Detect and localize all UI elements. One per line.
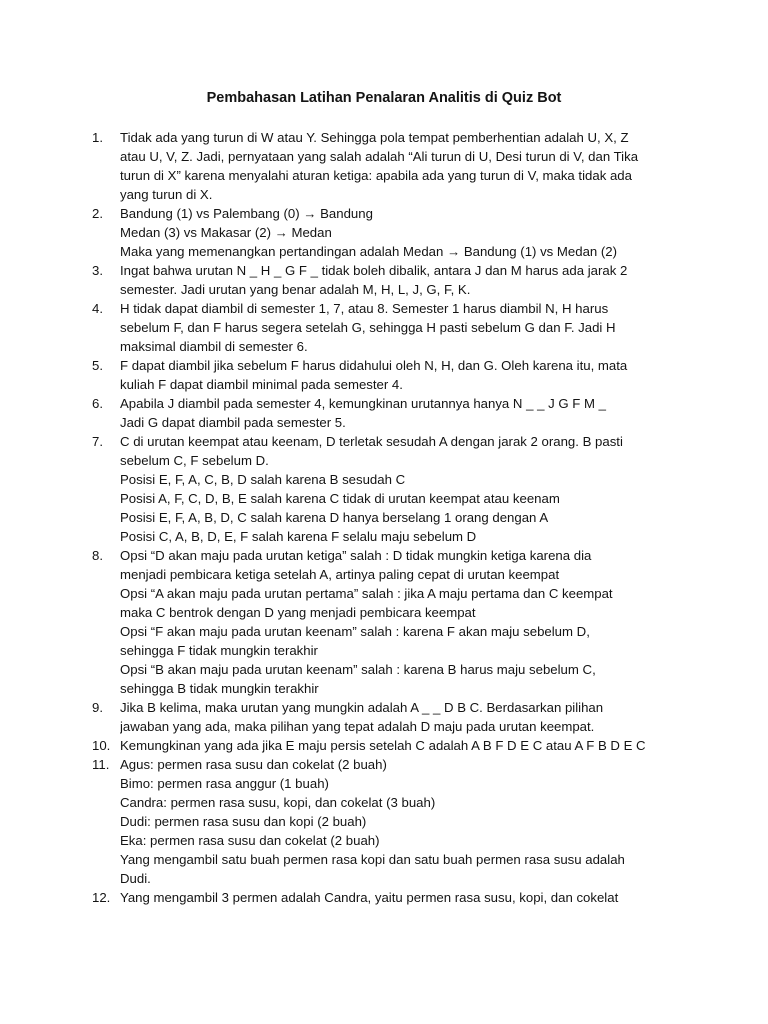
- answer-item-1: [92, 128, 692, 204]
- item-text-line: Bandung (1) vs Palembang (0) → Bandung: [120, 206, 373, 221]
- answer-item-6: [92, 394, 692, 432]
- item-text-line: Posisi A, F, C, D, B, E salah karena C tidak di urutan keempat atau keenam: [120, 491, 560, 506]
- answer-item-8: [92, 546, 692, 698]
- item-number: 8.: [92, 548, 103, 563]
- item-text-line: Jadi G dapat diambil pada semester 5.: [120, 415, 346, 430]
- item-body: [120, 546, 665, 698]
- item-text-line: Medan (3) vs Makasar (2) → Medan: [120, 225, 332, 240]
- item-text-line: Agus: permen rasa susu dan cokelat (2 buah): [120, 757, 387, 772]
- item-text-line: Maka yang memenangkan pertandingan adalah Medan → Bandung (1) vs Medan (2): [120, 244, 618, 259]
- item-text-line: Candra: permen rasa susu, kopi, dan cokelat (3 buah): [120, 795, 436, 810]
- item-number: 5.: [92, 358, 103, 373]
- item-text-line: Dudi: permen rasa susu dan kopi (2 buah): [120, 814, 367, 829]
- item-body: [120, 204, 665, 261]
- item-text-line: Opsi “F akan maju pada urutan keenam” salah : karena F akan maju sebelum D,: [120, 624, 590, 639]
- answer-item-5: [92, 356, 692, 394]
- item-text-line: atau U, V, Z. Jadi, pernyataan yang salah adalah “Ali turun di U, Desi turun di V, dan Tika: [120, 149, 639, 164]
- item-body: [120, 755, 665, 888]
- item-text-line: turun di X” karena menyalahi aturan ketiga: apabila ada yang turun di V, maka tidak ada: [120, 168, 632, 183]
- item-text-line: yang turun di X.: [120, 187, 213, 202]
- item-text-line: Opsi “A akan maju pada urutan pertama” salah : jika A maju pertama dan C keempat: [120, 586, 613, 601]
- answer-item-2: [92, 204, 692, 261]
- item-text-line: Kemungkinan yang ada jika E maju persis setelah C adalah A B F D E C atau A F B D E C: [120, 738, 646, 753]
- item-body: [120, 299, 665, 356]
- item-text-line: Posisi E, F, A, C, B, D salah karena B sesudah C: [120, 472, 406, 487]
- item-body: [120, 698, 665, 736]
- item-text-line: maka C bentrok dengan D yang menjadi pembicara keempat: [120, 605, 476, 620]
- answer-list: [92, 128, 692, 907]
- item-number: 4.: [92, 301, 103, 316]
- item-text-line: Dudi.: [120, 871, 151, 886]
- item-body: [120, 394, 665, 432]
- item-body: [120, 128, 665, 204]
- item-number: 6.: [92, 396, 103, 411]
- item-text-line: menjadi pembicara ketiga setelah A, artinya paling cepat di urutan keempat: [120, 567, 560, 582]
- item-text-line: maksimal diambil di semester 6.: [120, 339, 308, 354]
- item-text-line: Bimo: permen rasa anggur (1 buah): [120, 776, 329, 791]
- item-number: 11.: [92, 757, 110, 772]
- item-text-line: F dapat diambil jika sebelum F harus didahului oleh N, H, dan G. Oleh karena itu, mata: [120, 358, 628, 373]
- item-text-line: Tidak ada yang turun di W atau Y. Sehingga pola tempat pemberhentian adalah U, X, Z: [120, 130, 629, 145]
- item-text-line: sebelum C, F sebelum D.: [120, 453, 269, 468]
- item-body: [120, 261, 665, 299]
- answer-item-7: [92, 432, 692, 546]
- item-text-line: Ingat bahwa urutan N _ H _ G F _ tidak boleh dibalik, antara J dan M harus ada jarak 2: [120, 263, 628, 278]
- item-body: [120, 432, 665, 546]
- item-text-line: sehingga F tidak mungkin terakhir: [120, 643, 318, 658]
- item-text-line: Yang mengambil satu buah permen rasa kopi dan satu buah permen rasa susu adalah: [120, 852, 625, 867]
- item-number: 9.: [92, 700, 103, 715]
- answer-item-11: [92, 755, 692, 888]
- answer-item-9: [92, 698, 692, 736]
- item-number: 3.: [92, 263, 103, 278]
- item-number: 2.: [92, 206, 103, 221]
- item-number: 12.: [92, 890, 111, 905]
- item-body: [120, 736, 665, 755]
- item-number: 7.: [92, 434, 103, 449]
- item-text-line: jawaban yang ada, maka pilihan yang tepat adalah D maju pada urutan keempat.: [120, 719, 595, 734]
- item-text-line: Apabila J diambil pada semester 4, kemungkinan urutannya hanya N _ _ J G F M _: [120, 396, 606, 411]
- item-text-line: H tidak dapat diambil di semester 1, 7, atau 8. Semester 1 harus diambil N, H harus: [120, 301, 609, 316]
- answer-item-3: [92, 261, 692, 299]
- item-text-line: Posisi E, F, A, B, D, C salah karena D hanya berselang 1 orang dengan A: [120, 510, 549, 525]
- item-number: 10.: [92, 738, 111, 753]
- item-text-line: Eka: permen rasa susu dan cokelat (2 buah): [120, 833, 380, 848]
- item-number: 1.: [92, 130, 103, 145]
- document-title: Pembahasan Latihan Penalaran Analitis di Quiz Bot: [206, 90, 562, 106]
- answer-item-12: [92, 888, 692, 907]
- answer-item-10: [92, 736, 692, 755]
- item-text-line: C di urutan keempat atau keenam, D terletak sesudah A dengan jarak 2 orang. B pasti: [120, 434, 623, 449]
- answer-item-4: [92, 299, 692, 356]
- item-text-line: Opsi “B akan maju pada urutan keenam” salah : karena B harus maju sebelum C,: [120, 662, 596, 677]
- item-text-line: Opsi “D akan maju pada urutan ketiga” salah : D tidak mungkin ketiga karena dia: [120, 548, 592, 563]
- item-body: [120, 888, 665, 907]
- item-text-line: sebelum F, dan F harus segera setelah G, sehingga H pasti sebelum G dan F. Jadi H: [120, 320, 616, 335]
- item-body: [120, 356, 665, 394]
- item-text-line: Posisi C, A, B, D, E, F salah karena F selalu maju sebelum D: [120, 529, 477, 544]
- item-text-line: semester. Jadi urutan yang benar adalah M, H, L, J, G, F, K.: [120, 282, 471, 297]
- item-text-line: sehingga B tidak mungkin terakhir: [120, 681, 319, 696]
- item-text-line: Yang mengambil 3 permen adalah Candra, yaitu permen rasa susu, kopi, dan cokelat: [120, 890, 619, 905]
- item-text-line: Jika B kelima, maka urutan yang mungkin adalah A _ _ D B C. Berdasarkan pilihan: [120, 700, 604, 715]
- item-text-line: kuliah F dapat diambil minimal pada semester 4.: [120, 377, 403, 392]
